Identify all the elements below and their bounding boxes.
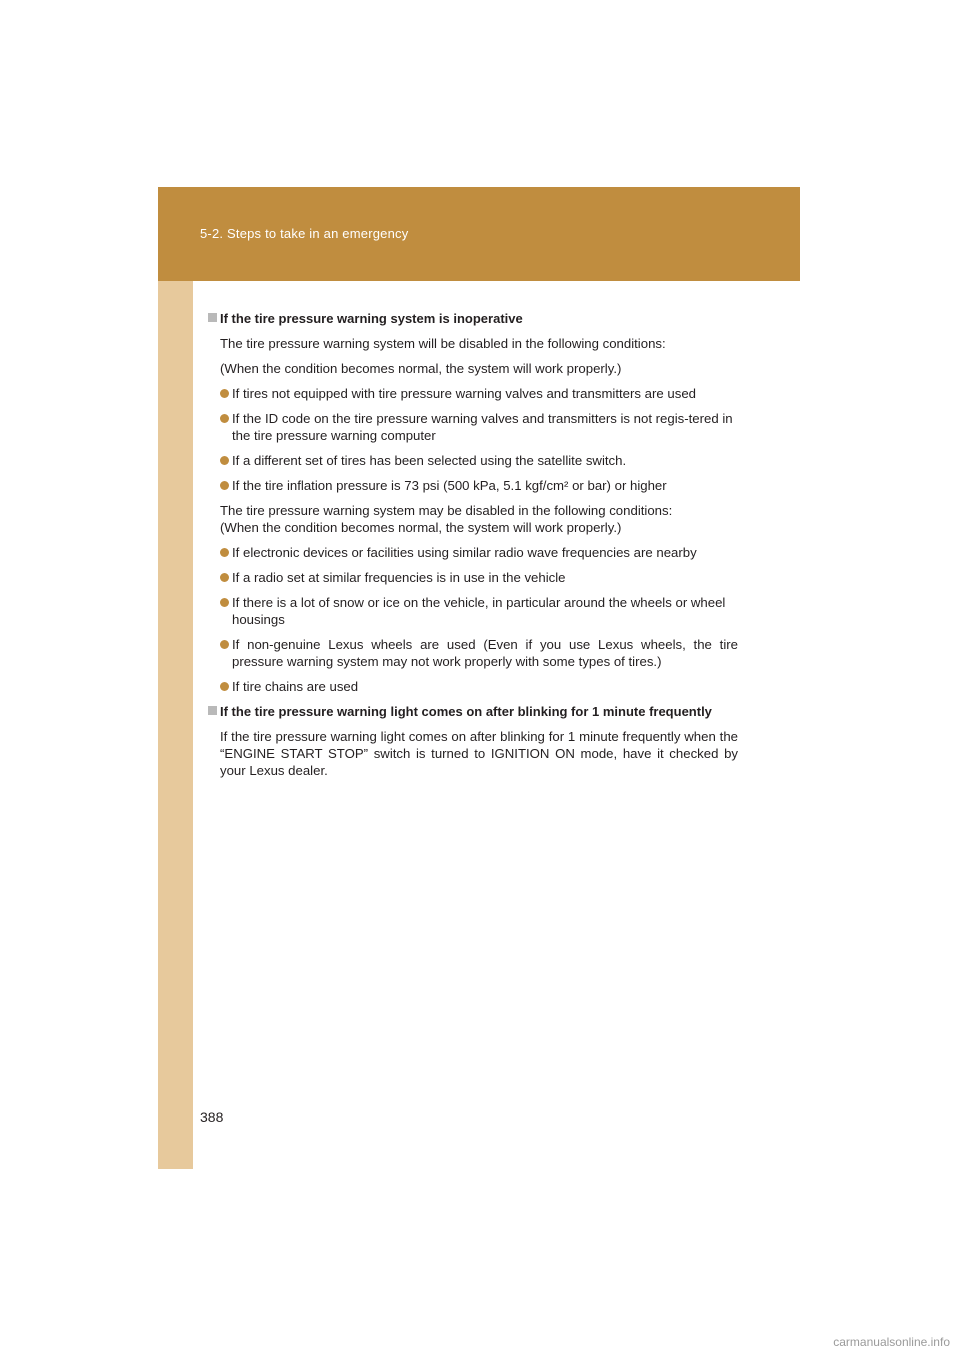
heading-text: If the tire pressure warning system is inoperative (220, 311, 523, 326)
heading-text: If the tire pressure warning light comes on after blinking for 1 minute frequently (220, 704, 712, 719)
watermark: carmanualsonline.info (833, 1335, 950, 1349)
bullet-icon (220, 456, 229, 465)
list-item: If tire chains are used (220, 678, 738, 695)
square-bullet-icon (208, 706, 217, 715)
intro2-line-1: The tire pressure warning system may be disabled in the following conditions: (220, 503, 673, 518)
page-content (208, 310, 738, 787)
bullet-icon (220, 598, 229, 607)
bullet-icon (220, 640, 229, 649)
list-item: If a different set of tires has been selected using the satellite switch. (220, 452, 738, 469)
intro2-line-2: (When the condition becomes normal, the system will work properly.) (220, 520, 622, 535)
bullet-icon (220, 548, 229, 557)
bullet-icon (220, 682, 229, 691)
bullet-icon (220, 389, 229, 398)
disabled-conditions-list (208, 385, 738, 494)
page-number: 388 (200, 1109, 224, 1125)
list-item: If the ID code on the tire pressure warning valves and transmitters is not regis-tered in the tire pressure warning computer (220, 410, 738, 444)
may-disable-conditions-list (208, 544, 738, 695)
intro-line-2: (When the condition becomes normal, the system will work properly.) (220, 361, 622, 376)
section-title: 5-2. Steps to take in an emergency (200, 226, 409, 241)
list-item: If the tire inflation pressure is 73 psi (500 kPa, 5.1 kgf/cm² or bar) or higher (220, 477, 738, 494)
list-item: If electronic devices or facilities using similar radio wave frequencies are nearby (220, 544, 738, 561)
square-bullet-icon (208, 313, 217, 322)
side-strip (158, 187, 193, 1169)
section-heading-blinking (208, 703, 738, 720)
bullet-icon (220, 414, 229, 423)
list-item: If tires not equipped with tire pressure warning valves and transmitters are used (220, 385, 738, 402)
blinking-body: If the tire pressure warning light comes on after blinking for 1 minute frequently when the “ENGINE START STOP” switch is turned to IGNITION ON mode, have it checked by your Lexus dealer. (220, 729, 738, 778)
bullet-icon (220, 573, 229, 582)
list-item: If non-genuine Lexus wheels are used (Even if you use Lexus wheels, the tire pressure warning system may not work properly with some types of tires.) (220, 636, 738, 670)
section-heading-inoperative (208, 310, 738, 327)
list-item: If a radio set at similar frequencies is in use in the vehicle (220, 569, 738, 586)
bullet-icon (220, 481, 229, 490)
intro-line-1: The tire pressure warning system will be disabled in the following conditions: (220, 336, 666, 351)
list-item: If there is a lot of snow or ice on the vehicle, in particular around the wheels or wheel housings (220, 594, 738, 628)
